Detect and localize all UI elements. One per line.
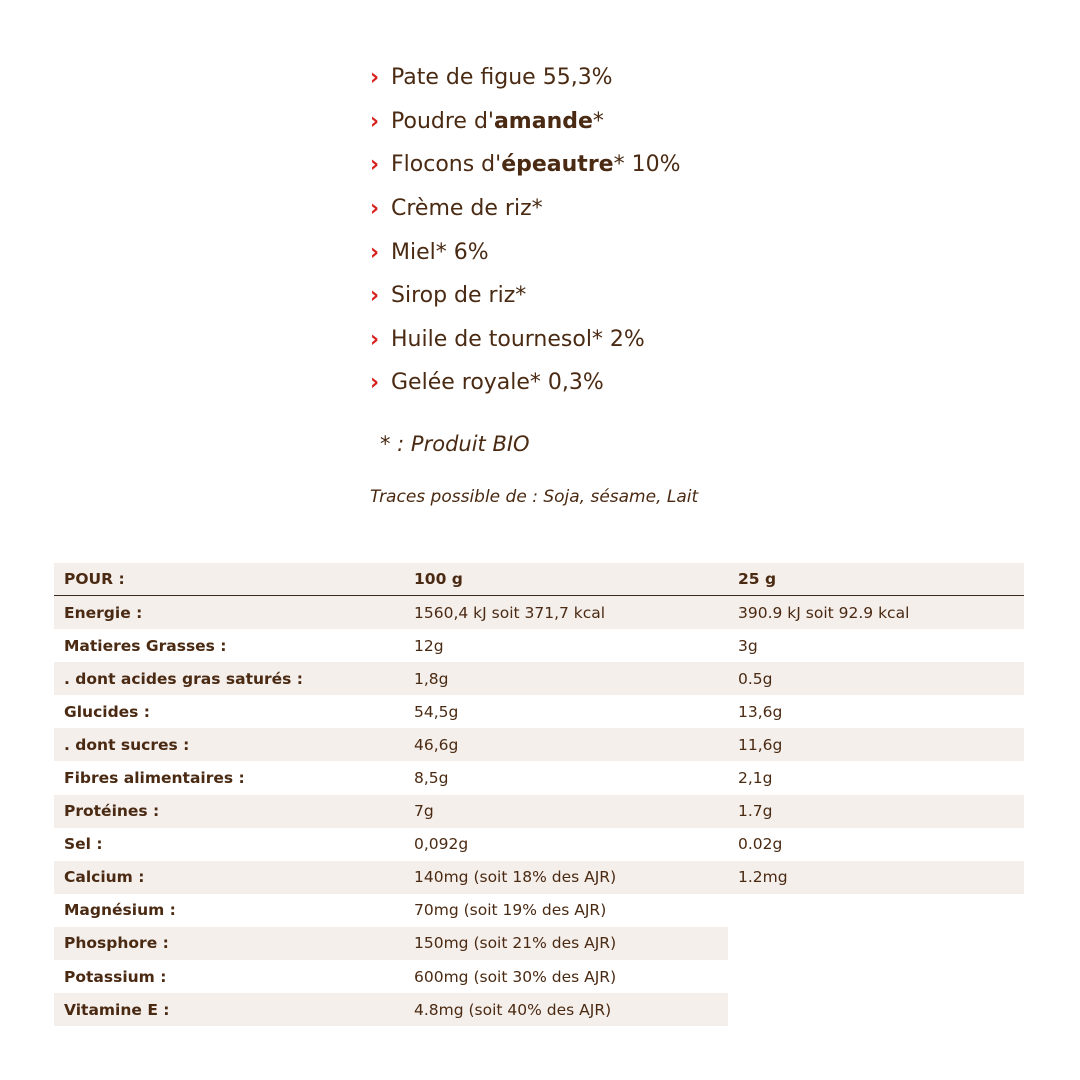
nutrient-label: Glucides : xyxy=(64,702,150,721)
ingredient-item xyxy=(370,361,681,405)
ingredient-suffix: * 10% xyxy=(613,152,681,178)
chevron-right-icon: › xyxy=(370,326,380,353)
table-row xyxy=(54,927,1024,960)
ingredient-text: Gelée royale* 0,3% xyxy=(391,370,604,396)
nutrition-body xyxy=(54,596,1024,1026)
chevron-right-icon: › xyxy=(370,151,380,179)
nutrition-header-row xyxy=(54,563,1024,596)
table-row xyxy=(54,993,1024,1026)
ingredient-bold: amande xyxy=(493,108,593,134)
ingredient-item xyxy=(370,100,681,144)
table-row xyxy=(54,596,1024,629)
value-100g: 54,5g xyxy=(414,702,459,721)
value-25g: 3g xyxy=(738,636,758,655)
ingredient-item xyxy=(370,230,681,274)
table-row xyxy=(54,728,1024,761)
nutrition-table xyxy=(54,563,1024,1026)
ingredient-suffix: * xyxy=(592,108,604,134)
ingredient-bold: épeautre xyxy=(501,152,614,178)
value-25g: 1.7g xyxy=(738,802,773,821)
ingredient-text: Huile de tournesol* 2% xyxy=(391,326,645,352)
row-background xyxy=(54,563,1024,595)
nutrient-label: . dont acides gras saturés : xyxy=(64,669,303,688)
table-row xyxy=(54,761,1024,794)
value-100g: 4.8mg (soit 40% des AJR) xyxy=(414,1000,612,1019)
nutrient-label: Sel : xyxy=(64,835,103,854)
value-100g: 150mg (soit 21% des AJR) xyxy=(414,934,617,953)
value-25g: 13,6g xyxy=(738,702,783,721)
value-100g: 1,8g xyxy=(414,669,449,688)
ingredient-text: Miel* 6% xyxy=(391,239,489,265)
ingredient-item xyxy=(370,318,681,362)
nutrient-label: Matieres Grasses : xyxy=(64,636,227,655)
value-100g: 1560,4 kJ soit 371,7 kcal xyxy=(414,603,606,622)
chevron-right-icon: › xyxy=(370,108,380,135)
ingredient-text: Pate de figue 55,3% xyxy=(391,65,613,91)
table-row xyxy=(54,861,1024,894)
nutrient-label: Potassium : xyxy=(64,967,167,986)
value-25g: 0.02g xyxy=(738,835,783,854)
header-pour: POUR : xyxy=(64,570,125,588)
table-row xyxy=(54,960,1024,993)
chevron-right-icon: › xyxy=(370,282,380,309)
table-row xyxy=(54,662,1024,695)
table-row xyxy=(54,629,1024,662)
value-100g: 0,092g xyxy=(414,835,469,854)
table-row xyxy=(54,695,1024,728)
chevron-right-icon: › xyxy=(370,195,380,222)
row-background xyxy=(54,728,1024,761)
value-100g: 140mg (soit 18% des AJR) xyxy=(414,868,617,887)
nutrient-label: Calcium : xyxy=(64,868,145,887)
ingredient-item xyxy=(370,274,681,318)
nutrient-label: Vitamine E : xyxy=(64,1000,170,1019)
value-25g: 1.2mg xyxy=(738,868,788,887)
nutrient-label: . dont sucres : xyxy=(64,735,190,754)
value-100g: 12g xyxy=(414,636,444,655)
chevron-right-icon: › xyxy=(370,239,380,266)
ingredient-item xyxy=(370,143,681,187)
ingredient-text: Poudre d' xyxy=(391,108,494,134)
nutrient-label: Energie : xyxy=(64,603,143,622)
chevron-right-icon: › xyxy=(370,369,380,397)
value-100g: 7g xyxy=(414,802,434,821)
chevron-right-icon: › xyxy=(370,64,380,91)
value-25g: 390.9 kJ soit 92.9 kcal xyxy=(738,603,910,622)
header-25g: 25 g xyxy=(738,570,777,588)
row-background xyxy=(54,795,1024,828)
value-100g: 46,6g xyxy=(414,735,459,754)
ingredient-text: Sirop de riz* xyxy=(391,283,527,309)
allergen-traces: Traces possible de : Soja, sésame, Lait xyxy=(370,487,699,507)
value-25g: 0.5g xyxy=(738,669,773,688)
value-100g: 70mg (soit 19% des AJR) xyxy=(414,901,607,920)
value-25g: 2,1g xyxy=(738,769,773,788)
ingredient-list xyxy=(370,56,681,405)
header-100g: 100 g xyxy=(414,570,463,588)
value-25g: 11,6g xyxy=(738,735,783,754)
ingredient-text: Flocons d' xyxy=(391,152,502,178)
ingredient-text: Crème de riz* xyxy=(391,196,543,222)
value-100g: 8,5g xyxy=(414,769,449,788)
value-100g: 600mg (soit 30% des AJR) xyxy=(414,967,617,986)
nutrient-label: Phosphore : xyxy=(64,934,169,953)
bio-note: * : Produit BIO xyxy=(380,432,530,456)
ingredient-item xyxy=(370,187,681,231)
nutrient-label: Magnésium : xyxy=(64,901,176,920)
table-row xyxy=(54,795,1024,828)
nutrient-label: Fibres alimentaires : xyxy=(64,769,245,788)
table-row xyxy=(54,828,1024,861)
ingredient-item xyxy=(370,56,681,100)
nutrient-label: Protéines : xyxy=(64,802,160,821)
table-row xyxy=(54,894,1024,927)
